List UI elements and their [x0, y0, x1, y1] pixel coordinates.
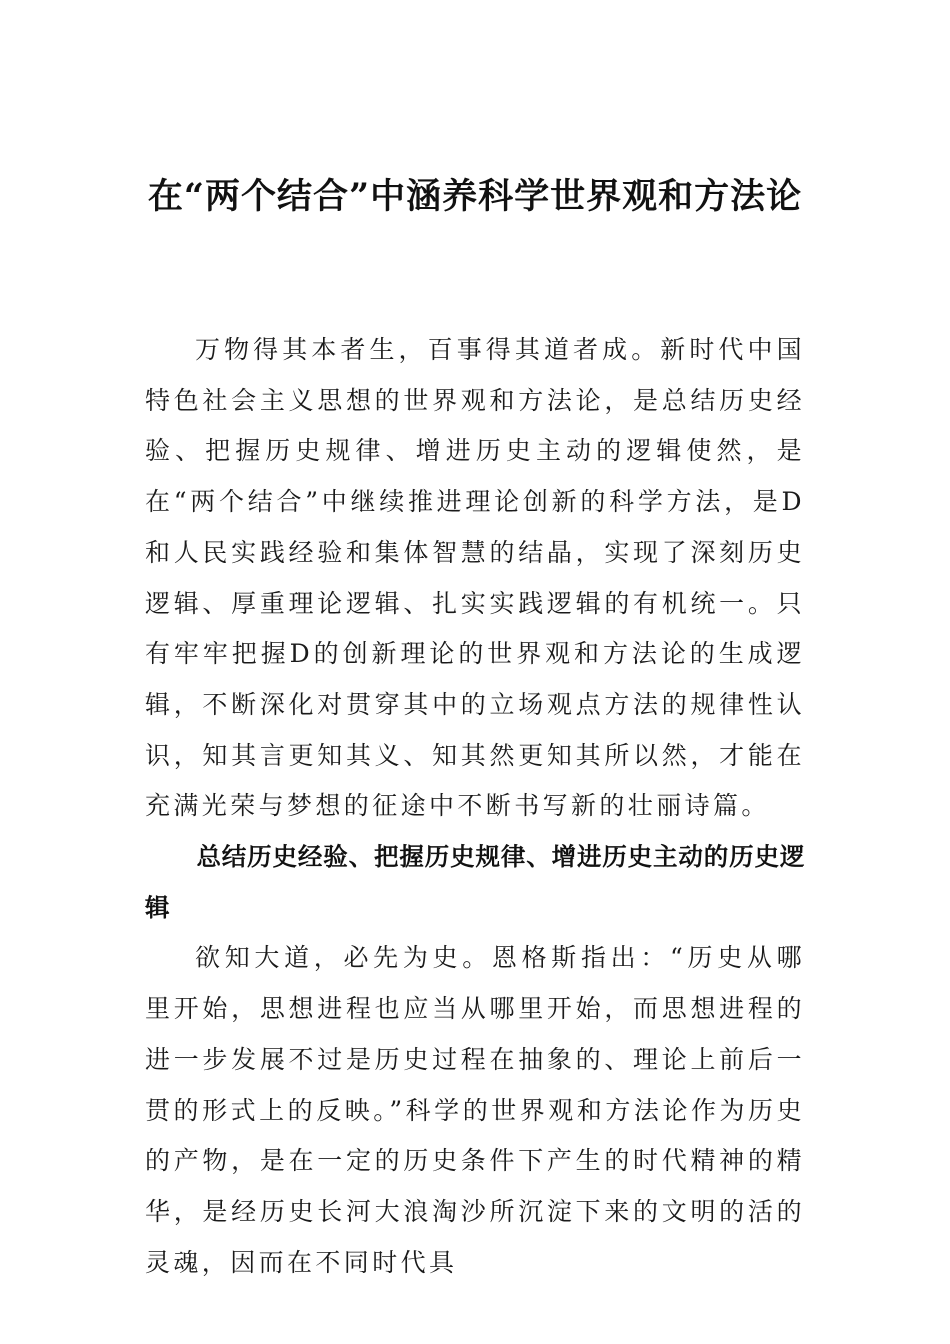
section-heading: 总结历史经验、把握历史规律、增进历史主动的历史逻辑: [145, 842, 805, 922]
intro-paragraph: 万物得其本者生，百事得其道者成。新时代中国特色社会主义思想的世界观和方法论，是总结历史经验、把握历史规律、增进历史主动的逻辑使然，是在“两个结合”中继续推进理论创新的科学方法，是D和人民实践经验和集体智慧的结晶，实现了深刻历史逻辑、厚重理论逻辑、扎实实践逻辑的有机统一。只有牢牢把握D的创新理论的世界观和方法论的生成逻辑，不断深化对贯穿其中的立场观点方法的规律性认识，知其言更知其义、知其然更知其所以然，才能在充满光荣与梦想的征途中不断书写新的壮丽诗篇。: [145, 335, 805, 821]
section-paragraph: 欲知大道，必先为史。恩格斯指出：“历史从哪里开始，思想进程也应当从哪里开始，而思想进程的进一步发展不过是历史过程在抽象的、理论上前后一贯的形式上的反映。”科学的世界观和方法论作为历史的产物，是在一定的历史条件下产生的时代精神的精华，是经历史长河大浪淘沙所沉淀下来的文明的活的灵魂，因而在不同时代具: [145, 943, 805, 1277]
document-body: [145, 325, 805, 1288]
document-title: 在“两个结合”中涵养科学世界观和方法论: [147, 176, 803, 217]
